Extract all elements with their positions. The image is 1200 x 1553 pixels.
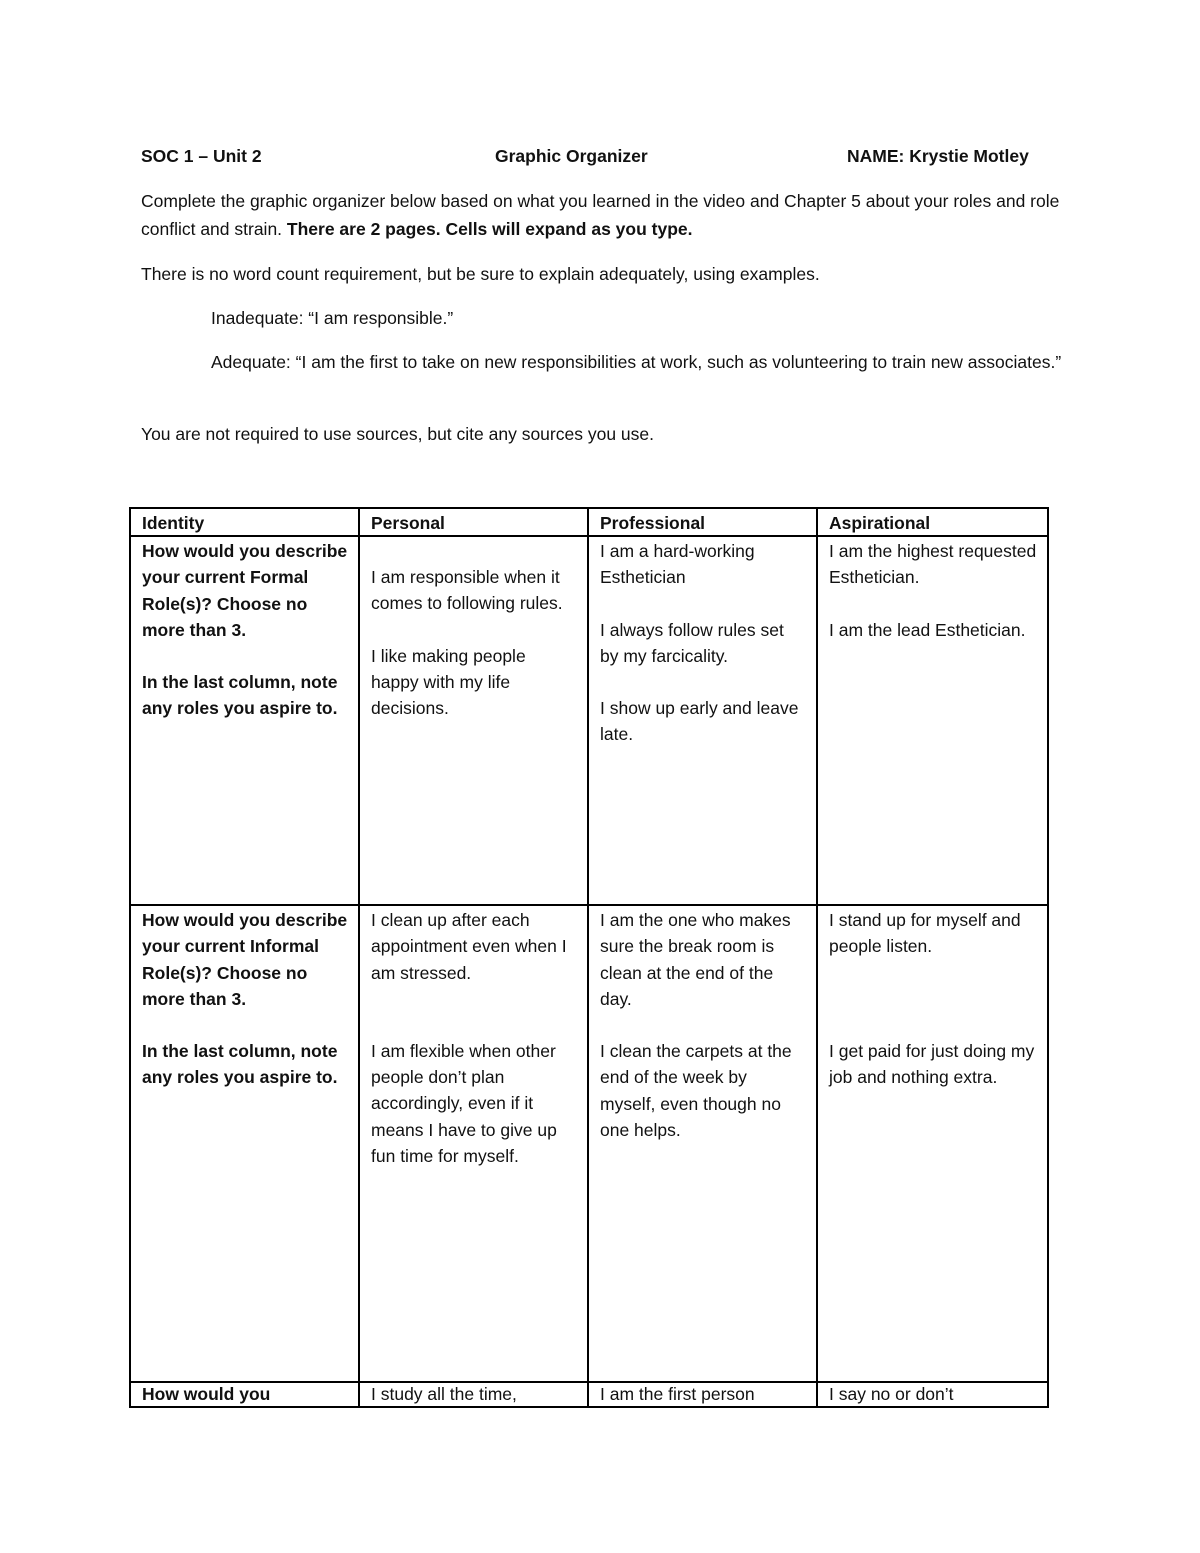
table-header-row	[130, 508, 1048, 536]
informal-professional-1: I am the one who makes sure the break room is clean at the end of the day.	[600, 910, 791, 1009]
adequate-example: Adequate: “I am the first to take on new responsibilities at work, such as volunteering to train new associates.”	[211, 352, 1062, 372]
inadequate-example: Inadequate: “I am responsible.”	[211, 308, 454, 328]
informal-personal-2: I am flexible when other people don’t plan accordingly, even if it means I have to give up fun time for myself.	[371, 1040, 557, 1167]
informal-aspire-note: In the last column, note any roles you aspire to.	[142, 1041, 338, 1088]
student-name: NAME: Krystie Motley	[847, 146, 1029, 166]
table-row-third	[130, 1382, 1048, 1407]
course-title: SOC 1 – Unit 2	[141, 146, 262, 166]
instructions-text: Complete the graphic organizer below based on what you learned in the video and Chapter 5 about your roles and role conflict and strain.	[141, 191, 1060, 239]
informal-personal-cell[interactable]	[359, 905, 588, 1382]
formal-professional-3: I show up early and leave late.	[600, 698, 799, 745]
informal-question-text: How would you describe your current Informal Role(s)? Choose no more than 3.	[142, 910, 348, 1009]
informal-aspirational-2: I get paid for just doing my job and nothing extra.	[829, 1040, 1035, 1087]
third-aspirational-cell[interactable]	[817, 1382, 1048, 1407]
formal-aspire-note: In the last column, note any roles you aspire to.	[142, 672, 338, 719]
graphic-organizer-table	[129, 507, 1049, 1408]
formal-personal-cell[interactable]	[359, 536, 588, 905]
instructions-paragraph	[141, 187, 1071, 243]
third-identity-cell[interactable]	[130, 1382, 359, 1407]
sources-note: You are not required to use sources, but cite any sources you use.	[141, 424, 654, 444]
formal-professional-cell[interactable]	[588, 536, 817, 905]
document-title: Graphic Organizer	[495, 146, 648, 166]
third-professional-cell[interactable]	[588, 1382, 817, 1407]
informal-aspirational-1: I stand up for myself and people listen.	[829, 910, 1021, 957]
informal-personal-1: I clean up after each appointment even when I am stressed.	[371, 910, 567, 983]
header-identity: Identity	[130, 508, 359, 536]
formal-question-text: How would you describe your current Formal Role(s)? Choose no more than 3.	[142, 541, 348, 640]
instructions-emphasis: There are 2 pages. Cells will expand as you type.	[282, 219, 693, 239]
informal-professional-cell[interactable]	[588, 905, 817, 1382]
header-professional: Professional	[588, 508, 817, 536]
header-personal: Personal	[359, 508, 588, 536]
third-aspirational-text: I say no or don’t	[829, 1384, 954, 1404]
formal-aspirational-1: I am the highest requested Esthetician.	[829, 541, 1037, 588]
informal-professional-2: I clean the carpets at the end of the week by myself, even though no one helps.	[600, 1041, 792, 1141]
formal-roles-question[interactable]	[130, 536, 359, 905]
third-personal-cell[interactable]	[359, 1382, 588, 1407]
formal-professional-2: I always follow rules set by my farcicality.	[600, 619, 784, 666]
table-row-informal-roles	[130, 905, 1048, 1382]
third-identity-text: How would you	[142, 1384, 271, 1404]
formal-aspirational-cell[interactable]	[817, 536, 1048, 905]
formal-professional-1: I am a hard-working Esthetician	[600, 541, 755, 588]
header-aspirational: Aspirational	[817, 508, 1048, 536]
third-professional-text: I am the first person	[600, 1384, 755, 1404]
table-row-formal-roles	[130, 536, 1048, 905]
formal-personal-1: I am responsible when it comes to following rules.	[371, 567, 563, 614]
word-count-note: There is no word count requirement, but be sure to explain adequately, using examples.	[141, 264, 820, 284]
formal-personal-2: I like making people happy with my life decisions.	[371, 645, 526, 719]
third-personal-text: I study all the time,	[371, 1384, 517, 1404]
formal-aspirational-2: I am the lead Esthetician.	[829, 619, 1026, 640]
informal-aspirational-cell[interactable]	[817, 905, 1048, 1382]
informal-roles-question[interactable]	[130, 905, 359, 1382]
